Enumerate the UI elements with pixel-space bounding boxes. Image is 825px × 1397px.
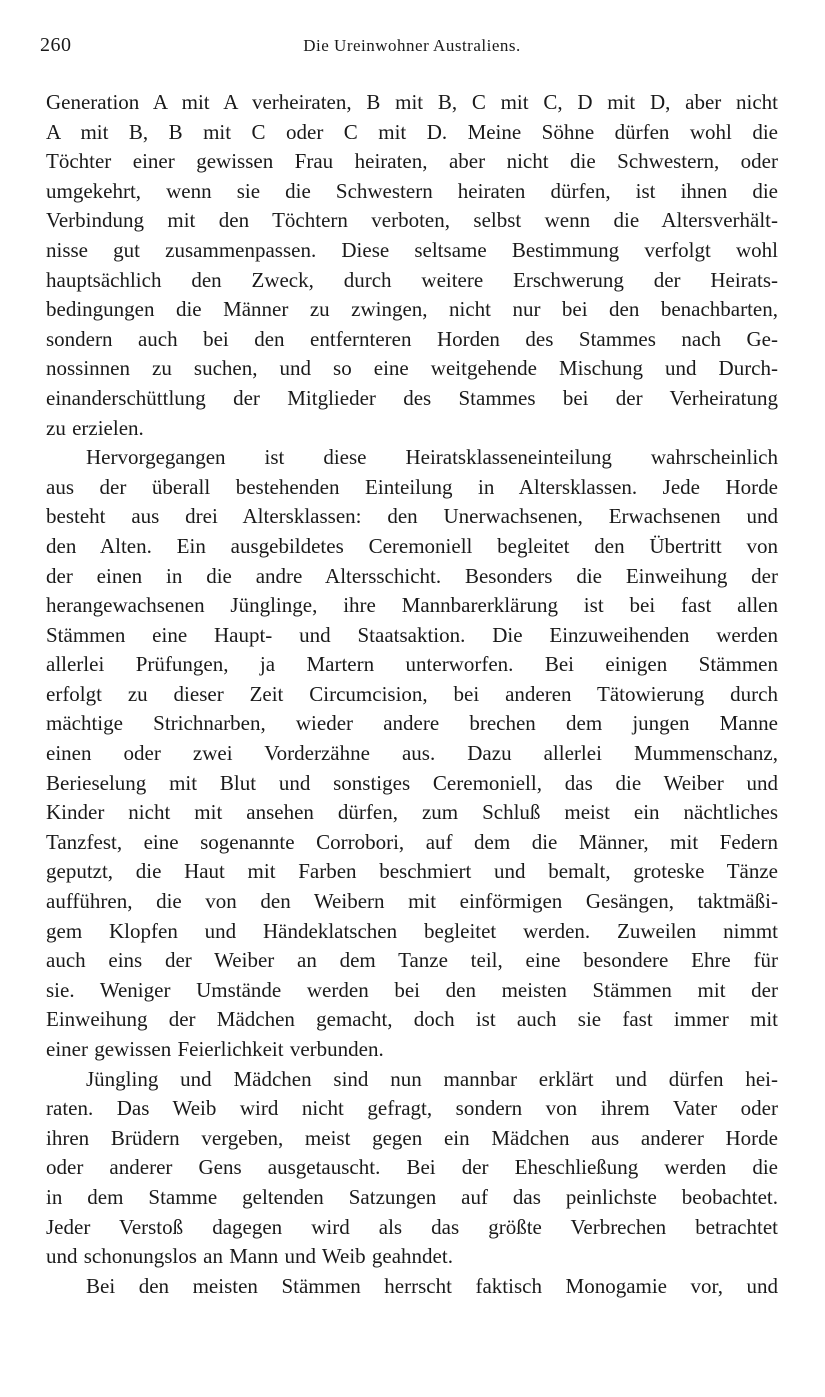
- text-line: der einen in die andre Altersschicht. Besonders die Einweihung der: [46, 563, 778, 588]
- running-title: Die Ureinwohner Australiens.: [303, 36, 521, 55]
- text-line: und schonungslos an Mann und Weib geahndet.: [46, 1244, 453, 1269]
- text-line: Bei den meisten Stämmen herrscht faktisch Monogamie vor, und: [86, 1273, 778, 1298]
- text-line: aus der überall bestehenden Einteilung in Altersklassen. Jede Horde: [46, 474, 778, 499]
- text-line: nisse gut zusammenpassen. Diese seltsame Bestimmung verfolgt wohl: [46, 237, 778, 262]
- text-line: gem Klopfen und Händeklatschen begleitet werden. Zuweilen nimmt: [46, 918, 778, 943]
- text-line: Jeder Verstoß dagegen wird als das größte Verbrechen betrachtet: [46, 1214, 778, 1239]
- paragraph: [46, 88, 778, 443]
- text-line: herangewachsenen Jünglinge, ihre Mannbarerklärung ist bei fast allen: [46, 593, 778, 618]
- text-line: geputzt, die Haut mit Farben beschmiert und bemalt, groteske Tänze: [46, 859, 778, 884]
- text-line: Jüngling und Mädchen sind nun mannbar erklärt und dürfen hei-: [86, 1066, 778, 1091]
- text-line: Stämmen eine Haupt- und Staatsaktion. Die Einzuweihenden werden: [46, 622, 778, 647]
- text-line: einanderschüttlung der Mitglieder des Stammes bei der Verheiratung: [46, 385, 778, 410]
- text-line: ihren Brüdern vergeben, meist gegen ein Mädchen aus anderer Horde: [46, 1125, 778, 1150]
- text-line: Verbindung mit den Töchtern verboten, selbst wenn die Altersverhält-: [46, 208, 778, 233]
- text-line: besteht aus drei Altersklassen: den Unerwachsenen, Erwachsenen und: [46, 504, 778, 529]
- text-line: Hervorgegangen ist diese Heiratsklasseneinteilung wahrscheinlich: [86, 445, 778, 470]
- paragraph: [46, 1272, 778, 1302]
- text-line: mächtige Strichnarben, wieder andere brechen dem jungen Manne: [46, 711, 778, 736]
- paragraph: [46, 443, 778, 1064]
- text-line: Töchter einer gewissen Frau heiraten, aber nicht die Schwestern, oder: [46, 149, 778, 174]
- text-line: Generation A mit A verheiraten, B mit B, C mit C, D mit D, aber nicht: [46, 90, 778, 114]
- text-line: erfolgt zu dieser Zeit Circumcision, bei anderen Tätowierung durch: [46, 681, 778, 706]
- page-number: 260: [40, 34, 72, 56]
- text-line: Kinder nicht mit ansehen dürfen, zum Schluß meist ein nächtliches: [46, 800, 778, 825]
- text-line: bedingungen die Männer zu zwingen, nicht nur bei den benachbarten,: [46, 297, 778, 322]
- text-line: oder anderer Gens ausgetauscht. Bei der Eheschließung werden die: [46, 1155, 778, 1180]
- text-line: A mit B, B mit C oder C mit D. Meine Söhne dürfen wohl die: [46, 119, 778, 144]
- book-page: [40, 34, 778, 1301]
- text-line: raten. Das Weib wird nicht gefragt, sondern von ihrem Vater oder: [46, 1096, 778, 1121]
- text-line: den Alten. Ein ausgebildetes Ceremoniell begleitet den Übertritt von: [46, 533, 778, 558]
- paragraph: [46, 1065, 778, 1272]
- text-line: Tanzfest, eine sogenannte Corrobori, auf dem die Männer, mit Federn: [46, 829, 778, 854]
- text-line: einen oder zwei Vorderzähne aus. Dazu allerlei Mummenschanz,: [46, 741, 778, 766]
- body-text: [46, 88, 778, 1301]
- text-line: allerlei Prüfungen, ja Martern unterworfen. Bei einigen Stämmen: [46, 652, 778, 677]
- text-line: nossinnen zu suchen, und so eine weitgehende Mischung und Durch-: [46, 356, 778, 381]
- running-head: [40, 34, 778, 64]
- text-line: Einweihung der Mädchen gemacht, doch ist auch sie fast immer mit: [46, 1007, 778, 1032]
- text-line: auch eins der Weiber an dem Tanze teil, eine besondere Ehre für: [46, 948, 778, 973]
- text-line: sondern auch bei den entfernteren Horden des Stammes nach Ge-: [46, 326, 778, 351]
- text-line: einer gewissen Feierlichkeit verbunden.: [46, 1037, 384, 1061]
- text-line: zu erzielen.: [46, 415, 144, 440]
- text-line: sie. Weniger Umstände werden bei den meisten Stämmen mit der: [46, 977, 778, 1002]
- text-line: umgekehrt, wenn sie die Schwestern heiraten dürfen, ist ihnen die: [46, 178, 778, 203]
- text-line: in dem Stamme geltenden Satzungen auf das peinlichste beobachtet.: [46, 1184, 778, 1209]
- text-line: Berieselung mit Blut und sonstiges Ceremoniell, das die Weiber und: [46, 770, 778, 795]
- text-line: aufführen, die von den Weibern mit einförmigen Gesängen, taktmäßi-: [46, 889, 778, 914]
- text-line: hauptsächlich den Zweck, durch weitere Erschwerung der Heirats-: [46, 267, 778, 292]
